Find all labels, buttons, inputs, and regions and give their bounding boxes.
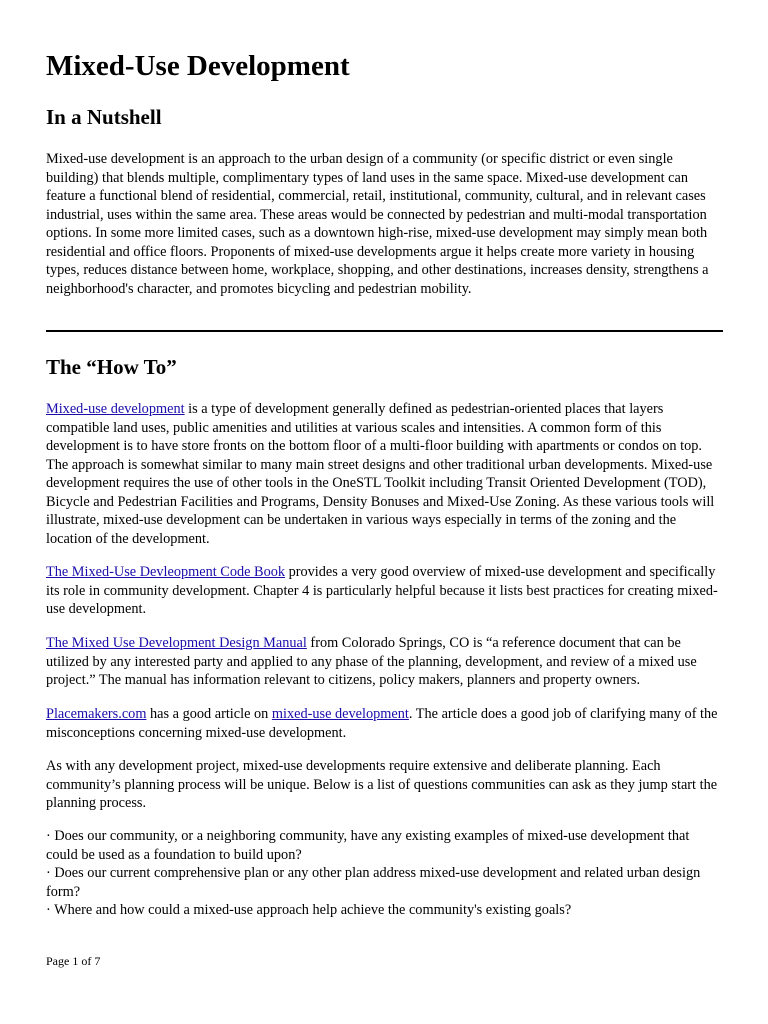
paragraph-text: . The article does a good job of clarifying many of the misconceptions concerning mixed-use development. xyxy=(46,706,718,741)
paragraph-text: from Colorado Springs, CO is “a reference document that can be utilized by any interested party and applied to any phase of the planning, development, and review of a mixed use project.” The manual has information relevant to citizens, policy makers, planners and property owners. xyxy=(46,635,697,688)
questions-list xyxy=(46,827,723,920)
paragraph-text: is a type of development generally defined as pedestrian-oriented places that layers compatible land uses, public amenities and utilities at various scales and intensities. A common form of this development is to have store fronts on the bottom floor of a multi-floor building with apartments or condos on top. The approach is somewhat similar to many main street designs and other traditional urban developments. Mixed-use development requires the use of other tools in the OneSTL Toolkit including Transit Oriented Development (TOD), Bicycle and Pedestrian Facilities and Programs, Density Bonuses and Mixed-Use Zoning. As these various tools will illustrate, mixed-use development can be undertaken in various ways especially in terms of the zoning and the location of the development. xyxy=(46,401,715,547)
paragraph-planning: As with any development project, mixed-use developments require extensive and deliberate planning. Each community’s planning process will be unique. Below is a list of questions communities can ask as they jump start the planning process. xyxy=(46,758,718,811)
section-heading-nutshell: In a Nutshell xyxy=(46,105,162,129)
paragraph-text: provides a very good overview of mixed-use development and specifically its role in community development. Chapter 4 is particularly helpful because it lists best practices for creating mixed-use development. xyxy=(46,564,718,617)
link-placemakers[interactable]: Placemakers.com xyxy=(46,706,147,722)
question-item: · Where and how could a mixed-use approach help achieve the community's existing goals? xyxy=(46,902,572,918)
paragraph-code-book xyxy=(46,563,723,619)
link-code-book[interactable]: The Mixed-Use Devleopment Code Book xyxy=(46,564,286,580)
paragraph-design-manual xyxy=(46,634,723,690)
paragraph-text: has a good article on xyxy=(146,706,272,722)
page-number: Page 1 of 7 xyxy=(46,954,101,968)
question-item: · Does our community, or a neighboring community, have any existing examples of mixed-use development that could be used as a foundation to build upon? xyxy=(46,828,690,863)
question-item: · Does our current comprehensive plan or any other plan address mixed-use development and related urban design form? xyxy=(46,865,701,900)
link-design-manual[interactable]: The Mixed Use Development Design Manual xyxy=(46,635,307,651)
paragraph-mixed-use-definition xyxy=(46,400,723,548)
section-heading-how-to: The “How To” xyxy=(46,355,177,379)
link-mixed-use-article[interactable]: mixed-use development xyxy=(271,706,409,722)
link-mixed-use-development[interactable]: Mixed-use development xyxy=(46,401,185,417)
paragraph-placemakers xyxy=(46,705,723,742)
horizontal-rule xyxy=(46,330,723,332)
document-title: Mixed-Use Development xyxy=(46,50,350,82)
intro-paragraph: Mixed-use development is an approach to the urban design of a community (or specific district or even single building) that blends multiple, complimentary types of land uses in the same space. Mixed-use development can feature a functional blend of residential, commercial, retail, institutional, community, cultural, and in relevant cases industrial, uses within the same area. These areas would be connected by pedestrian and multi-modal transportation options. In some more limited cases, such as a downtown high-rise, mixed-use development may simply mean both residential and office floors. Proponents of mixed-use developments argue it helps create more variety in housing types, reduces distance between home, workplace, shopping, and other destinations, increases density, strengthens a neighborhood's character, and promotes bicycling and pedestrian mobility. xyxy=(46,151,709,297)
